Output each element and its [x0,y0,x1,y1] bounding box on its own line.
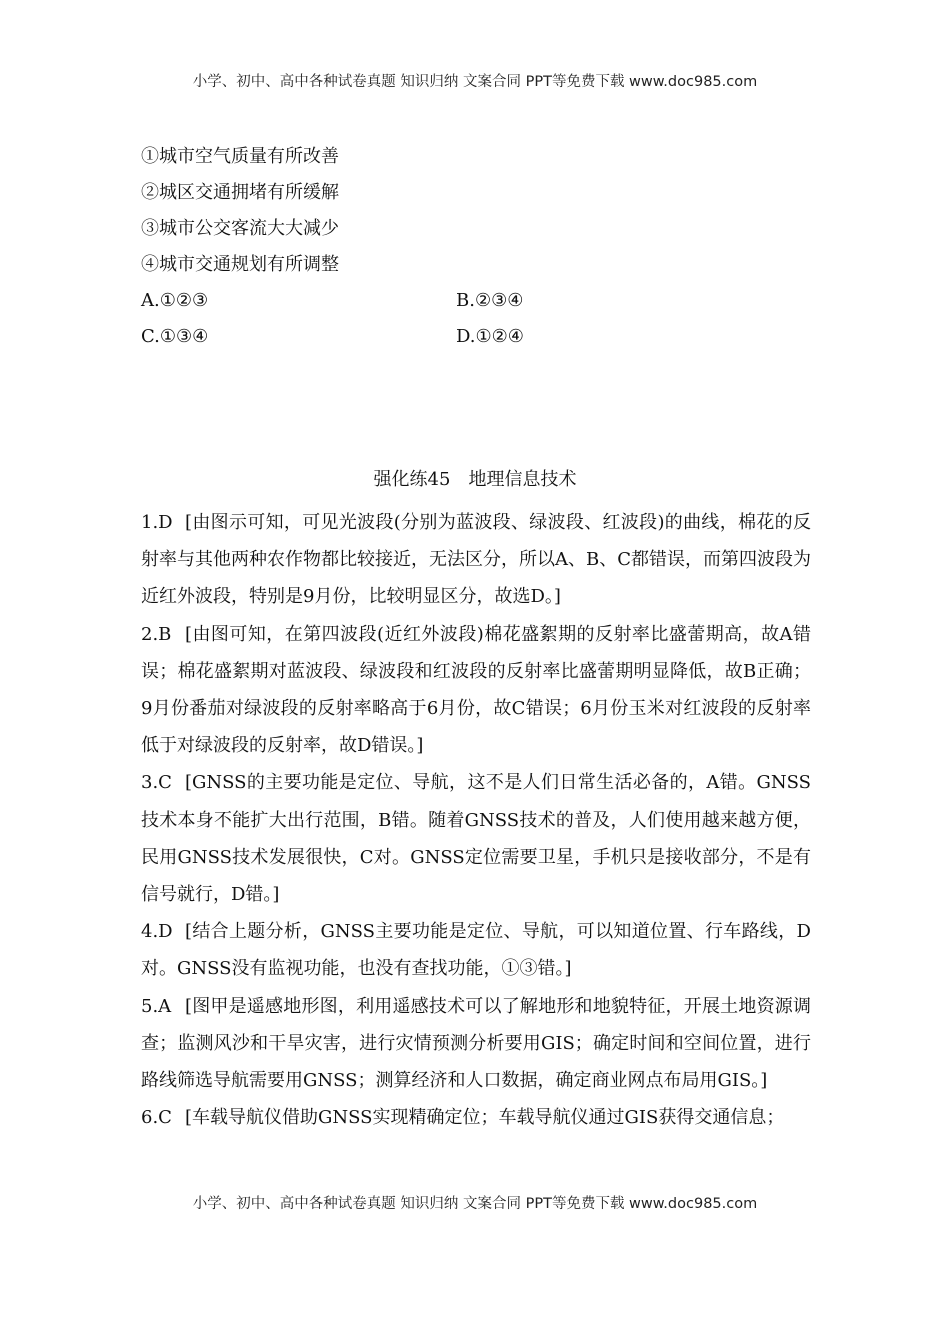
answer-text: [由图示可知，可见光波段(分别为蓝波段、绿波段、红波段)的曲线，棉花的反射率与其他两种农作物都比较接近，无法区分，所以A、B、C都错误，而第四波段为近红外波段，特别是9月份，比较明显区分，故选D。] [141,512,811,608]
choice-b: B.②③④ [456,290,524,311]
option-2: ②城区交通拥堵有所缓解 [141,182,339,203]
answer-text: [结合上题分析，GNSS主要功能是定位、导航，可以知道位置、行车路线，D对。GNSS没有监视功能，也没有查找功能，①③错。] [141,921,811,980]
answer-list [141,504,811,1136]
answer-number: 5.A [141,995,172,1017]
choice-c: C.①③④ [141,326,209,347]
option-3: ③城市公交客流大大减少 [141,218,339,239]
option-1: ①城市空气质量有所改善 [141,146,339,167]
answer-item [141,764,811,913]
answer-number: 1.D [141,512,173,533]
answer-text: [车载导航仪借助GNSS实现精确定位；车载导航仪通过GIS获得交通信息； [185,1107,785,1129]
choice-a: A.①②③ [141,290,209,311]
answer-number: 3.C [141,772,172,794]
answer-number: 4.D [141,921,173,943]
choice-d: D.①②④ [456,326,524,347]
answer-item [141,616,811,765]
answer-text: [图甲是遥感地形图，利用遥感技术可以了解地形和地貌特征，开展土地资源调查；监测风沙和干旱灾害，进行灾情预测分析要用GIS；确定时间和空间位置，进行路线筛选导航需要用GNSS；测算经济和人口数据，确定商业网点布局用GIS。] [141,995,811,1092]
answer-text: [由图可知，在第四波段(近红外波段)棉花盛絮期的反射率比盛蕾期高，故A错误；棉花盛絮期对蓝波段、绿波段和红波段的反射率比盛蕾期明显降低，故B正确；9月份番茄对绿波段的反射率略高于6月份，故C错误；6月份玉米对红波段的反射率低于对绿波段的反射率，故D错误。] [141,623,811,757]
answer-number: 6.C [141,1107,172,1129]
answer-item [141,988,811,1100]
answer-item [141,913,811,987]
page-footer: 小学、初中、高中各种试卷真题 知识归纳 文案合同 PPT等免费下载 www.doc985.com [192,1196,758,1212]
page-header: 小学、初中、高中各种试卷真题 知识归纳 文案合同 PPT等免费下载 www.doc985.com [192,74,758,90]
answer-number: 2.B [141,623,172,645]
answer-item [141,1099,811,1136]
answer-item [141,504,811,616]
answer-text: [GNSS的主要功能是定位、导航，这不是人们日常生活必备的，A错。GNSS技术本身不能扩大出行范围，B错。随着GNSS技术的普及，人们使用越来越方便，民用GNSS技术发展很快，C对。GNSS定位需要卫星，手机只是接收部分，不是有信号就行，D错。] [141,772,811,906]
option-4: ④城市交通规划有所调整 [141,254,339,275]
section-title: 强化练45 地理信息技术 [373,469,577,490]
